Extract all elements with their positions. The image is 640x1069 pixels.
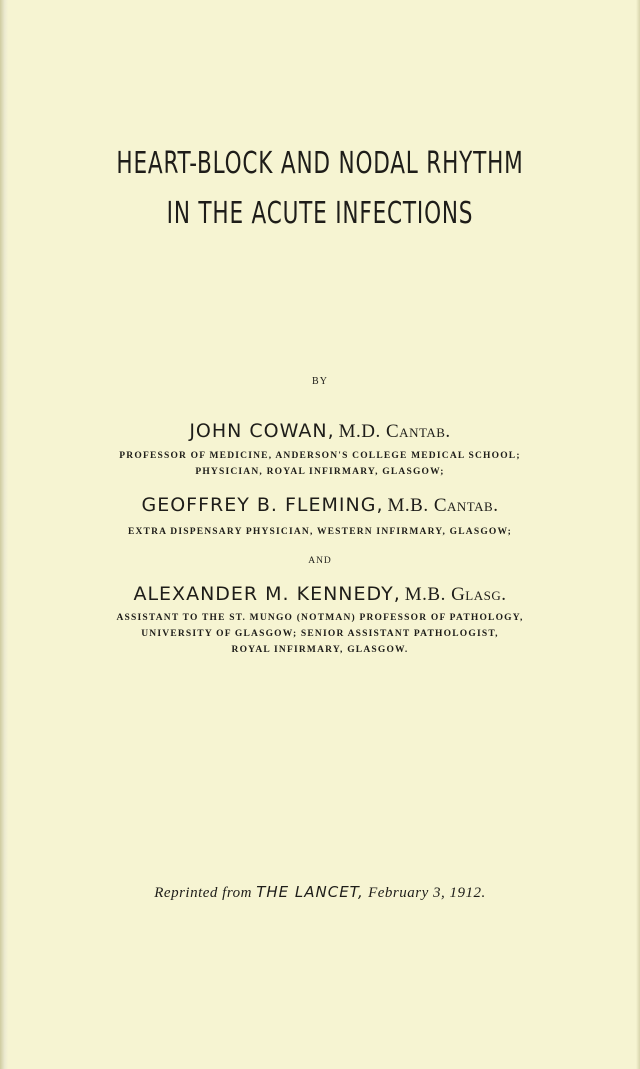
author-3-affiliation-line: ROYAL INFIRMARY, GLASGOW. xyxy=(231,645,409,655)
author-1-affiliation xyxy=(0,448,640,480)
author-1-affiliation-line: PROFESSOR OF MEDICINE, ANDERSON'S COLLEGE MEDICAL SCHOOL; xyxy=(119,451,521,461)
author-3-affiliation xyxy=(0,610,640,658)
author-3-name: ALEXANDER M. KENNEDY, xyxy=(133,583,401,605)
by-label: BY xyxy=(312,376,328,387)
reprint-journal: THE LANCET, xyxy=(256,883,364,901)
author-1 xyxy=(0,420,640,443)
author-1-affiliation-line: PHYSICIAN, ROYAL INFIRMARY, GLASGOW; xyxy=(195,467,445,477)
reprint-date: February 3, 1912. xyxy=(368,885,486,901)
author-1-degree: M.D. Cantab. xyxy=(338,421,451,442)
reprint-prefix: Reprinted from xyxy=(154,885,252,901)
author-3-affiliation-line: UNIVERSITY OF GLASGOW; SENIOR ASSISTANT PATHOLOGIST, xyxy=(141,629,499,639)
author-2-degree: M.B. Cantab. xyxy=(387,495,499,516)
and-label: AND xyxy=(308,556,332,566)
author-2-affiliation xyxy=(0,524,640,540)
author-3-degree: M.B. Glasg. xyxy=(404,584,507,605)
title-line-2: IN THE ACUTE INFECTIONS xyxy=(166,196,474,231)
title-line-1: HEART-BLOCK AND NODAL RHYTHM xyxy=(116,146,524,181)
author-1-name: JOHN COWAN, xyxy=(189,420,335,442)
author-2-name: GEOFFREY B. FLEMING, xyxy=(141,494,384,516)
author-3-affiliation-line: ASSISTANT TO THE ST. MUNGO (NOTMAN) PROFESSOR OF PATHOLOGY, xyxy=(116,613,524,623)
author-2 xyxy=(0,494,640,517)
author-2-affiliation-line: EXTRA DISPENSARY PHYSICIAN, WESTERN INFIRMARY, GLASGOW; xyxy=(127,527,513,537)
reprint-note xyxy=(0,883,640,902)
author-3 xyxy=(0,583,640,606)
